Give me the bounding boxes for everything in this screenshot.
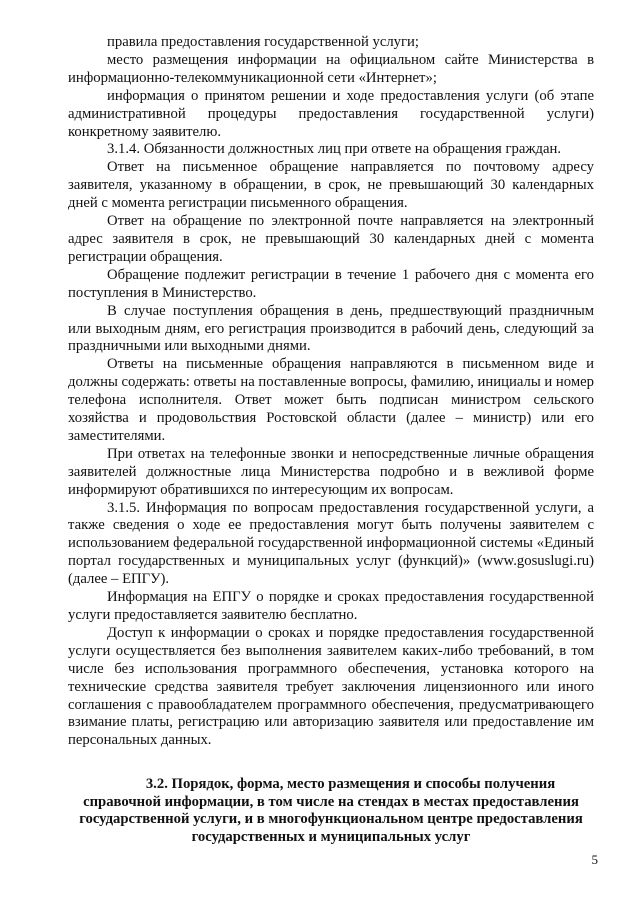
- paragraph-epgu-free: Информация на ЕПГУ о порядке и сроках предоставления государственной услуги предоставляется заявителю бесплатно.: [68, 589, 594, 623]
- paragraph-holiday-registration: В случае поступления обращения в день, предшествующий праздничным или выходным дням, его регистрация производится в рабочий день, следующий за праздничными или выходными днями.: [68, 302, 594, 355]
- paragraph-rules: правила предоставления государственной услуги;: [107, 34, 419, 50]
- paragraph-3-1-5: 3.1.5. Информация по вопросам предоставления государственной услуги, а также сведения о ходе ее предоставления могут быть получены заявителем с использованием федеральной государственной информационной системы «Единый портал государственных и муниципальных услуг (функций)» (www.gosuslugi.ru) (далее – ЕПГУ).: [68, 499, 594, 588]
- paragraph-written-answers: Ответы на письменные обращения направляются в письменном виде и должны содержать: ответы на поставленные вопросы, фамилию, инициалы и номер телефона исполнителя. Ответ может быть подписан министром сельского хозяйства и продовольствия Ростовской области (далее – министр) или его заместителями.: [68, 356, 594, 444]
- paragraph-access: Доступ к информации о сроках и порядке предоставления государственной услуги осуществляется без выполнения заявителем каких-либо требований, в том числе без использования программного обеспечения, установка которого на технические средства заявителя требует заключения лицензионного или иного соглашения с правообладателем программного обеспечения, предусматривающего взимание платы, регистрацию или авторизацию заявителя или предоставление им персональных данных.: [68, 624, 594, 749]
- paragraph-written-reply: Ответ на письменное обращение направляется по почтовому адресу заявителя, указанному в обращении, в срок, не превышающий 30 календарных дней с момента регистрации письменного обращения.: [68, 159, 594, 212]
- paragraph-website-location: место размещения информации на официальном сайте Министерства в информационно-телекоммуникационной сети «Интернет»;: [68, 51, 594, 86]
- paragraph-3-1-4: 3.1.4. Обязанности должностных лиц при ответе на обращения граждан.: [107, 141, 562, 158]
- section-heading-3-2: [68, 776, 594, 846]
- paragraph-phone-answers: При ответах на телефонные звонки и непосредственные личные обращения заявителей должностные лица Министерства подробно и в вежливой форме информируют обратившихся по интересующим их вопросам.: [68, 445, 594, 498]
- document-page: [68, 34, 594, 847]
- heading-line: 3.2. Порядок, форма, место размещения и способы получения: [145, 776, 556, 793]
- paragraph-email-reply: Ответ на обращение по электронной почте направляется на электронный адрес заявителя в срок, не превышающий 30 календарных дней с момента регистрации обращения.: [68, 213, 594, 265]
- paragraph-decision-info: информация о принятом решении и ходе предоставления услуги (об этапе административной процедуры предоставления государственной услуги) конкретному заявителю.: [68, 87, 594, 140]
- paragraph-registration: Обращение подлежит регистрации в течение 1 рабочего дня с момента его поступления в Министерство.: [68, 266, 594, 301]
- heading-line: государственной услуги, и в многофункциональном центре предоставления: [79, 811, 583, 828]
- heading-line: справочной информации, в том числе на стендах в местах предоставления: [83, 793, 579, 810]
- page-number: 5: [591, 852, 598, 867]
- heading-line: государственных и муниципальных услуг: [191, 829, 471, 846]
